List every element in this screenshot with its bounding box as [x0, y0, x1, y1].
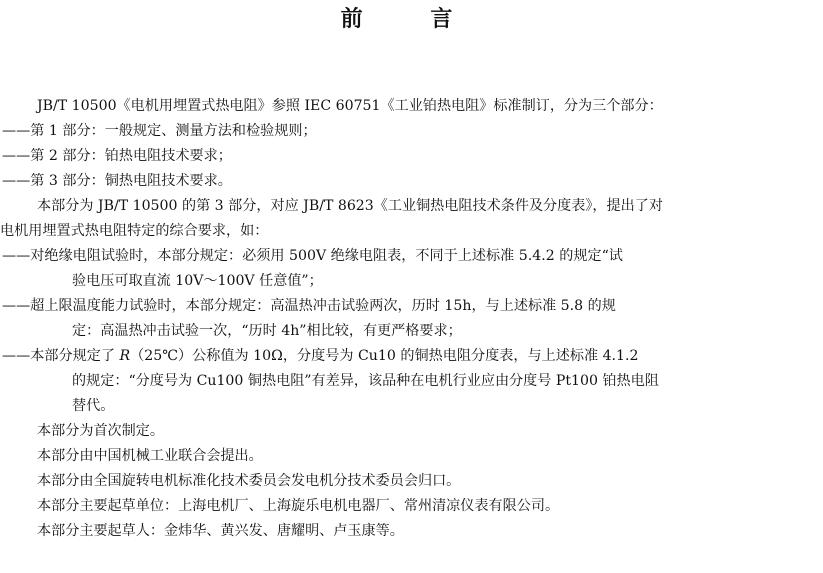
paragraph-drafters: 本部分主要起草人：金炜华、黄兴发、唐耀明、卢玉康等。 — [37, 523, 404, 539]
requirement-overtemp-line1: ——超上限温度能力试验时，本部分规定：高温热冲击试验两次，历时 15h，与上述标准 5.8 的规 — [2, 298, 616, 314]
paragraph-scope-line1: 本部分为 JB/T 10500 的第 3 部分，对应 JB/T 8623《工业铜热电阻技术条件及分度表》，提出了对 — [37, 198, 663, 214]
requirement-overtemp-line2: 定：高温热冲击试验一次，“历时 4h”相比较，有更严格要求； — [72, 323, 462, 339]
requirement-resistance-text-b: （25℃）公称值为 10Ω，分度号为 Cu10 的铜热电阻分度表，与上述标准 4.1.2 — [130, 348, 639, 364]
requirement-insulation-line2: 验电压可取直流 10V～100V 任意值”； — [72, 273, 323, 289]
requirement-resistance-line1 — [0, 344, 823, 369]
requirement-resistance-line2: 的规定：“分度号为 Cu100 铜热电阻”有差异，该品种在电机行业应由分度号 Pt100 铂热电阻 — [72, 373, 659, 389]
list-item-part3: ——第 3 部分：铜热电阻技术要求。 — [2, 173, 232, 189]
paragraph-intro: JB/T 10500《电机用埋置式热电阻》参照 IEC 60751《工业铂热电阻》标准制订，分为三个部分： — [37, 98, 663, 114]
paragraph-proposer: 本部分由中国机械工业联合会提出。 — [37, 448, 263, 464]
requirement-insulation-line1: ——对绝缘电阻试验时，本部分规定：必须用 500V 绝缘电阻表，不同于上述标准 5.4.2 的规定“试 — [2, 248, 623, 264]
list-item-part1: ——第 1 部分：一般规定、测量方法和检验规则； — [2, 123, 317, 139]
paragraph-drafting-units: 本部分主要起草单位：上海电机厂、上海旋乐电机电器厂、常州清凉仪表有限公司。 — [37, 498, 560, 514]
resistance-symbol: R — [119, 348, 131, 364]
list-item-part2: ——第 2 部分：铂热电阻技术要求； — [2, 148, 232, 164]
paragraph-first-edition: 本部分为首次制定。 — [37, 423, 164, 439]
requirement-resistance-line3: 替代。 — [72, 398, 115, 414]
document-body — [0, 94, 823, 544]
page-title: 前 言 — [340, 7, 483, 32]
requirement-resistance-text-a: ——本部分规定了 — [2, 348, 120, 364]
paragraph-administrator: 本部分由全国旋转电机标准化技术委员会发电机分技术委员会归口。 — [37, 473, 461, 489]
paragraph-scope-line2: 电机用埋置式热电阻特定的综合要求，如： — [0, 223, 269, 239]
